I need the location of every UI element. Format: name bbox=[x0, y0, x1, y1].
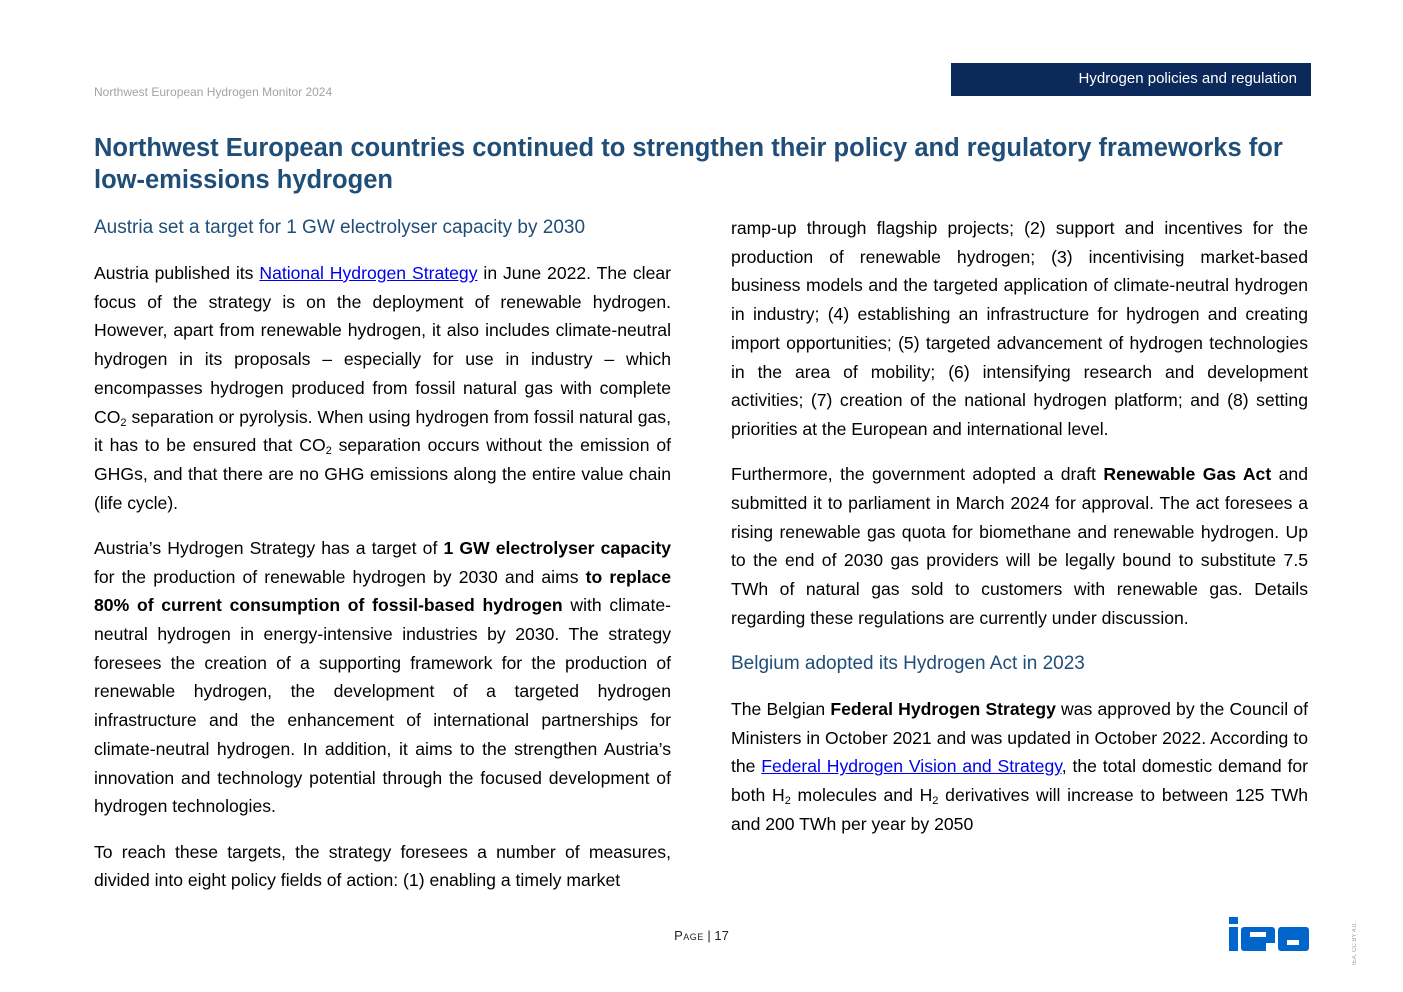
text-run: was approved by the Council of Ministers in October 2021 and was updated in October 2022. According to the bbox=[731, 699, 1308, 777]
text-run: with climate-neutral hydrogen in energy-intensive industries by 2030. The strategy foresees the creation of a supporting framework for the production of renewable hydrogen, the development of a targeted hydrogen infrastructure and the enhancement of international partnerships for climate-neutral hydrogen. In addition, it aims to the strengthen Austria’s innovation and technology potential through the focused development of hydrogen technologies. bbox=[94, 595, 672, 817]
federal-hydrogen-vision-link[interactable]: Federal Hydrogen Vision and Strategy bbox=[761, 756, 1062, 777]
belgium-paragraph bbox=[731, 695, 1308, 839]
iea-logo bbox=[1229, 917, 1309, 951]
text-run: separation occurs without the emission of GHGs, and that there are no GHG emissions along the entire value chain (life cycle). bbox=[94, 435, 671, 513]
text-run: The Belgian bbox=[731, 699, 831, 720]
text-run: Austria’s Hydrogen Strategy has a target of bbox=[94, 537, 444, 558]
subscript: 2 bbox=[325, 445, 332, 458]
left-column bbox=[94, 213, 671, 912]
text-run: Austria published its bbox=[94, 263, 260, 283]
text-run: and submitted it to parliament in March 2024 for approval. The act foresees a rising renewable gas quota for biomethane and renewable hydrogen. Up to the end of 2030 gas providers will be legally bound to substitute 7.5 TWh of natural gas sold to customers with renewable gas. Details regarding these regulations are currently under discussion. bbox=[731, 464, 1308, 628]
page-headline: Northwest European countries continued to strengthen their policy and regulatory frameworks for low-emissions hydrogen bbox=[94, 134, 1283, 194]
right-column bbox=[731, 214, 1308, 855]
page-word: Page bbox=[674, 928, 704, 943]
text-run: derivatives will increase to between 125 TWh and 200 TWh per year by 2050 bbox=[731, 785, 1308, 834]
text-run: in June 2022. The clear focus of the strategy is on the deployment of renewable hydrogen. However, apart from renewable hydrogen, it also includes climate-neutral hydrogen in its proposals – especially for use in industry – which encompasses hydrogen produced from fossil natural gas with complete CO bbox=[94, 263, 671, 427]
austria-paragraph-3: To reach these targets, the strategy foresees a number of measures, divided into eight policy fields of action: (1) enabling a timely market bbox=[94, 841, 671, 891]
austria-measures-paragraph: ramp-up through flagship projects; (2) support and incentives for the production of renewable hydrogen; (3) incentivising market-based business models and the targeted application of climate-neutral hydrogen in industry; (4) establishing an infrastructure for hydrogen and creating import opportunities; (5) targeted advancement of hydrogen technologies in the area of mobility; (6) intensifying research and development activities; (7) creation of the national hydrogen platform; and (8) setting priorities at the European and international level. bbox=[731, 218, 1308, 439]
renewable-gas-act-paragraph bbox=[731, 460, 1308, 632]
section-tab: Hydrogen policies and regulation bbox=[951, 63, 1311, 96]
license-note: IEA. CC BY 4.0. bbox=[1352, 922, 1358, 965]
bold-text: Renewable Gas Act bbox=[1103, 464, 1272, 485]
text-run: for the production of renewable hydrogen by 2030 and aims bbox=[94, 566, 586, 587]
page-number-value: 17 bbox=[714, 928, 729, 943]
subscript: 2 bbox=[784, 795, 791, 808]
text-run: , the total domestic demand for both H bbox=[731, 756, 1308, 806]
publication-title: Northwest European Hydrogen Monitor 2024 bbox=[94, 85, 333, 99]
subscript: 2 bbox=[932, 795, 939, 808]
belgium-heading: Belgium adopted its Hydrogen Act in 2023 bbox=[731, 653, 1085, 675]
national-hydrogen-strategy-link[interactable]: National Hydrogen Strategy bbox=[259, 263, 478, 283]
text-run: separation or pyrolysis. When using hydrogen from fossil natural gas, it has to be ensured that CO bbox=[94, 406, 671, 456]
page-separator: | bbox=[703, 928, 715, 943]
bold-text: Federal Hydrogen Strategy bbox=[830, 699, 1056, 720]
page-number bbox=[0, 928, 1403, 943]
text-run: molecules and H bbox=[790, 785, 933, 806]
subscript: 2 bbox=[120, 416, 127, 429]
austria-heading: Austria set a target for 1 GW electrolyser capacity by 2030 bbox=[94, 217, 586, 238]
bold-text: 1 GW electrolyser capacity bbox=[443, 537, 671, 558]
austria-paragraph-1 bbox=[94, 259, 671, 517]
austria-paragraph-2 bbox=[94, 534, 671, 821]
text-run: Furthermore, the government adopted a draft bbox=[731, 464, 1104, 485]
bold-text: to replace 80% of current consumption of fossil-based hydrogen bbox=[94, 566, 671, 616]
